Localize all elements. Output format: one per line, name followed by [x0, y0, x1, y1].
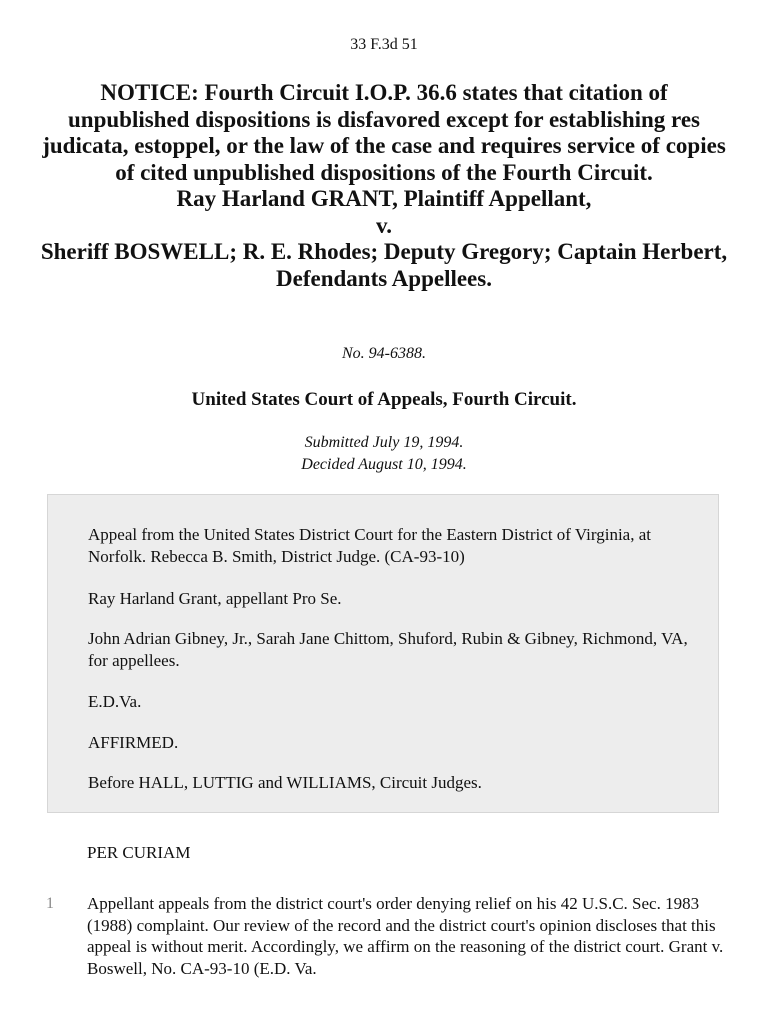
case-info-box: [47, 494, 719, 813]
docket-number: No. 94-6388.: [342, 345, 426, 362]
case-citation: 33 F.3d 51: [350, 36, 418, 53]
appeal-from-text: Appeal from the United States District Court for the Eastern District of Virginia, at Norfolk. Rebecca B. Smith, District Judge. (CA-93-10): [88, 525, 652, 566]
paragraph-number: 1: [46, 895, 54, 912]
plaintiff-name: Ray Harland GRANT, Plaintiff Appellant,: [176, 186, 592, 211]
opinion-heading: PER CURIAM: [87, 843, 191, 862]
disposition-text: AFFIRMED.: [88, 733, 179, 752]
case-dates: [0, 432, 768, 476]
panel-text: Before HALL, LUTTIG and WILLIAMS, Circuit Judges.: [88, 773, 482, 792]
notice-text: NOTICE: Fourth Circuit I.O.P. 36.6 states that citation of unpublished dispositions is disfavored except for establishing res judicata, estoppel, or the law of the case and requires service of copies of cited unpublished dispositions of the Fourth Circuit.: [42, 80, 726, 185]
case-title: [40, 80, 728, 292]
appellee-counsel-text: John Adrian Gibney, Jr., Sarah Jane Chittom, Shuford, Rubin & Gibney, Richmond, VA, for appellees.: [88, 629, 688, 670]
opinion-paragraph: Appellant appeals from the district court's order denying relief on his 42 U.S.C. Sec. 1983 (1988) complaint. Our review of the record and the district court's opinion discloses that this appeal is without merit. Accordingly, we affirm on the reasoning of the district court. Grant v. Boswell, No. CA-93-10 (E.D. Va.: [87, 894, 724, 978]
decided-date: Decided August 10, 1994.: [301, 456, 467, 473]
submitted-date: Submitted July 19, 1994.: [304, 434, 464, 451]
versus-text: v.: [376, 212, 392, 238]
court-name: United States Court of Appeals, Fourth Circuit.: [191, 389, 577, 410]
defendants-names: Sheriff BOSWELL; R. E. Rhodes; Deputy Gregory; Captain Herbert, Defendants Appellees.: [40, 239, 728, 291]
appellant-counsel-text: Ray Harland Grant, appellant Pro Se.: [88, 589, 342, 608]
district-text: E.D.Va.: [88, 692, 142, 711]
